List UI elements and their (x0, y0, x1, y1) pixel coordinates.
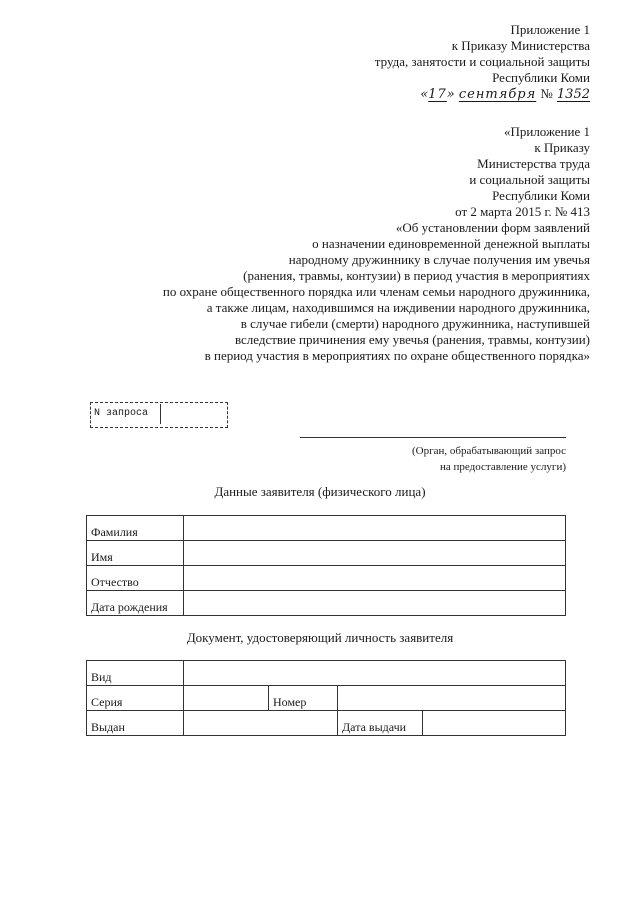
appendix-2-line: от 2 марта 2015 г. № 413 (455, 204, 590, 219)
appendix-2-line: «Об установлении форм заявлений (395, 220, 590, 235)
order-number-sign: № (540, 86, 553, 101)
issued-by-field[interactable] (184, 711, 338, 736)
organ-caption-line: на предоставление услуги) (440, 461, 566, 473)
appendix-2-line: Министерства труда (477, 156, 590, 171)
surname-field[interactable] (184, 516, 566, 541)
table-row (87, 711, 566, 736)
appendix-1-line: Приложение 1 (510, 22, 590, 37)
appendix-2-line: (ранения, травмы, контузии) в период участия в мероприятиях (243, 268, 590, 283)
appendix-2-line: народному дружиннику в случае получения им увечья (288, 252, 590, 267)
doc-type-label: Вид (87, 661, 184, 686)
surname-label: Фамилия (87, 516, 184, 541)
order-month-handwritten: сентября (458, 87, 537, 102)
applicant-section-title: Данные заявителя (физического лица) (214, 484, 426, 499)
table-row (87, 541, 566, 566)
id-document-table (86, 660, 566, 736)
birth-date-label: Дата рождения (87, 591, 184, 616)
table-row (87, 566, 566, 591)
order-date-quote-open: « (420, 87, 429, 102)
issued-by-label: Выдан (87, 711, 184, 736)
table-row (87, 661, 566, 686)
appendix-1-line: труда, занятости и социальной защиты (374, 54, 590, 69)
order-number-handwritten: 1352 (556, 87, 590, 102)
series-label: Серия (87, 686, 184, 711)
patronymic-field[interactable] (184, 566, 566, 591)
order-day-handwritten: 17 (428, 87, 447, 102)
appendix-1-line: к Приказу Министерства (451, 38, 590, 53)
issue-date-field[interactable] (423, 711, 566, 736)
appendix-2-line: к Приказу (534, 140, 590, 155)
table-row (87, 686, 566, 711)
table-row (87, 591, 566, 616)
birth-date-field[interactable] (184, 591, 566, 616)
appendix-2-line: в случае гибели (смерти) народного дружинника, наступившей (240, 316, 590, 331)
appendix-2-line: в период участия в мероприятиях по охране общественного порядка» (204, 348, 590, 363)
request-number-separator (160, 404, 161, 424)
first-name-field[interactable] (184, 541, 566, 566)
order-date-quote-close: » (446, 87, 455, 102)
appendix-2-line: Республики Коми (492, 188, 590, 203)
request-number-box (90, 402, 230, 428)
appendix-2-line: а также лицам, находившимся на иждивении народного дружинника, (206, 300, 590, 315)
doc-type-field[interactable] (184, 661, 566, 686)
table-row (87, 516, 566, 541)
organ-caption (412, 443, 566, 475)
appendix-2-header (163, 124, 590, 364)
organ-signature-line (300, 437, 566, 438)
appendix-2-line: вследствие причинения ему увечья (ранения, травмы, контузии) (234, 332, 590, 347)
order-date-number-line (375, 86, 590, 103)
appendix-2-line: по охране общественного порядка или членам семьи народного дружинника, (162, 284, 590, 299)
appendix-2-line: и социальной защиты (469, 172, 590, 187)
appendix-2-line: «Приложение 1 (503, 124, 590, 139)
number-field[interactable] (338, 686, 566, 711)
series-field[interactable] (184, 686, 269, 711)
appendix-1-header (375, 22, 590, 103)
appendix-1-line: Республики Коми (492, 70, 590, 85)
issue-date-label: Дата выдачи (338, 711, 423, 736)
id-document-section-title: Документ, удостоверяющий личность заявителя (186, 630, 454, 645)
first-name-label: Имя (87, 541, 184, 566)
patronymic-label: Отчество (87, 566, 184, 591)
applicant-table (86, 515, 566, 616)
number-label: Номер (269, 686, 338, 711)
appendix-2-line: о назначении единовременной денежной выплаты (312, 236, 590, 251)
organ-caption-line: (Орган, обрабатывающий запрос (411, 445, 566, 457)
request-number-label: N запроса (94, 408, 149, 419)
